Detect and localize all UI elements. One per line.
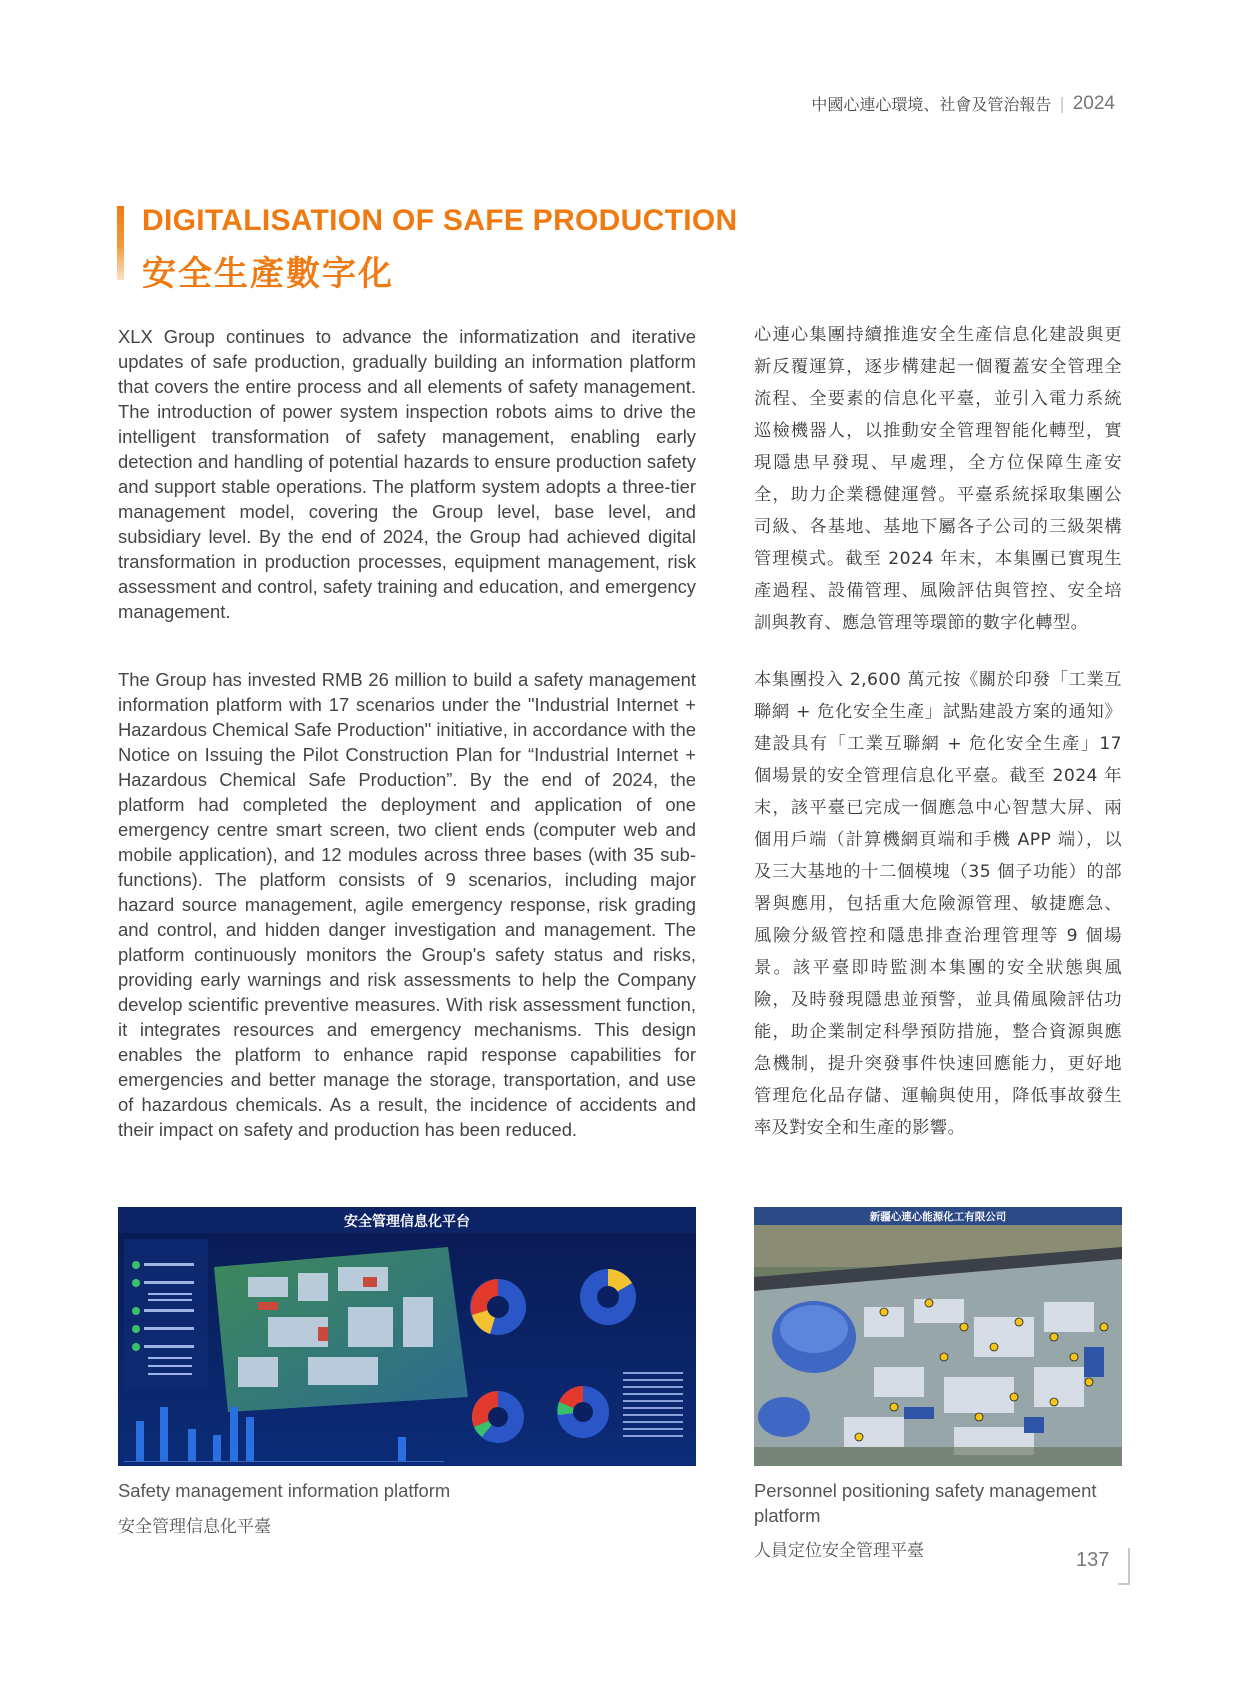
figure-2-caption-en: Personnel positioning safety management platform <box>754 1480 1097 1526</box>
figure-1-caption-en: Safety management information platform <box>118 1480 451 1501</box>
personnel-positioning-map-image <box>754 1207 1122 1466</box>
body-zh-paragraph-2: 本集團投入 2,600 萬元按《關於印發「工業互聯網 + 危化安全生產」試點建設方案的通知》建設具有「工業互聯網 + 危化安全生產」17 個場景的安全管理信息化平臺。截至 2024 年末，該平臺已完成一個應急中心智慧大屏、兩個用戶端（計算機網頁端和手機 APP 端），以及三大基地的十二個模塊（35 個子功能）的部署與應用，包括重大危險源管理、敏捷應急、風險分級管控和隱患排查治理管理等 9 個場景。該平臺即時監測本集團的安全狀態與風險，及時發現隱患並預警，並具備風險評估功能，助企業制定科學預防措施，整合資源與應急機制，提升突發事件快速回應能力，更好地管理危化品存儲、運輸與使用，降低事故發生率及對安全和生產的影響。 <box>754 670 1122 1138</box>
body-zh-paragraph-1: 心連心集團持續推進安全生產信息化建設與更新反覆運算，逐步構建起一個覆蓋安全管理全流程、全要素的信息化平臺，並引入電力系統巡檢機器人，以推動安全管理智能化轉型，實現隱患早發現、早處理，全方位保障生產安全，助力企業穩健運營。平臺系統採取集團公司級、各基地、基地下屬各子公司的三級架構管理模式。截至 2024 年末，本集團已實現生產過程、設備管理、風險評估與管控、安全培訓與教育、應急管理等環節的數字化轉型。 <box>754 325 1122 633</box>
header-separator: | <box>1059 94 1065 113</box>
title-accent-bar <box>117 206 124 280</box>
section-title-zh: 安全生產數字化 <box>142 254 394 294</box>
report-year: 2024 <box>1072 92 1115 114</box>
body-en-paragraph-1: XLX Group continues to advance the informatization and iterative updates of safe production, gradually building an information platform that covers the entire process and all elements of safety management. The introduction of power system inspection robots aims to drive the intelligent transformation of safety management, enabling early detection and handling of potential hazards to ensure production safety and support stable operations. The platform system adopts a three-tier management model, covering the Group level, base level, and subsidiary level. By the end of 2024, the Group had achieved digital transformation in production processes, equipment management, risk assessment and control, safety training and education, and emergency management. <box>118 326 696 622</box>
page-number-corner-mark <box>1118 1548 1130 1585</box>
map-screen-title: 新疆心連心能源化工有限公司 <box>869 1211 1007 1223</box>
body-en-paragraph-2: The Group has invested RMB 26 million to build a safety management information platform with 17 scenarios under the "Industrial Internet + Hazardous Chemical Safe Production" initiative, in accordance with the Notice on Issuing the Pilot Construction Plan for “Industrial Internet + Hazardous Chemical Safe Production”. By the end of 2024, the platform had completed the deployment and application of one emergency centre smart screen, two client ends (computer web and mobile application), and 12 modules across three bases (with 35 sub-functions). The platform consists of 9 scenarios, including major hazard source management, agile emergency response, risk grading and control, and hidden danger investigation and management. The platform continuously monitors the Group's safety status and risks, providing early warnings and risk assessments to help the Company develop scientific preventive measures. With risk assessment function, it integrates resources and emergency mechanisms. This design enables the platform to enhance rapid response capabilities for emergencies and better manage the storage, transportation, and use of hazardous chemicals. As a result, the incidence of accidents and their impact on safety and production has been reduced. <box>118 669 696 1140</box>
section-title-en: DIGITALISATION OF SAFE PRODUCTION <box>142 204 738 237</box>
safety-platform-dashboard-image <box>118 1207 696 1466</box>
running-header <box>811 92 1115 115</box>
figure-2-caption-zh: 人員定位安全管理平臺 <box>754 1541 924 1561</box>
page-number: 137 <box>1076 1549 1110 1571</box>
report-title: 中國心連心環境、社會及管治報告 <box>811 95 1052 114</box>
figure-1-caption-zh: 安全管理信息化平臺 <box>118 1517 271 1537</box>
dashboard-screen-title: 安全管理信息化平台 <box>344 1214 470 1230</box>
